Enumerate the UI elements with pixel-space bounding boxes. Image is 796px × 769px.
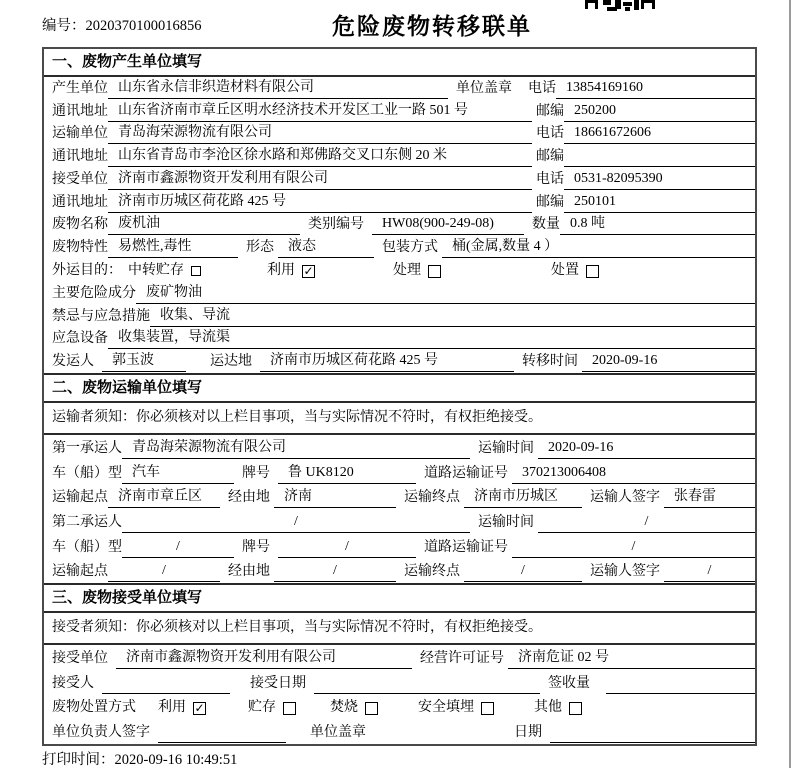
unit-label: 接受单位 xyxy=(52,650,108,666)
disposal-option-other xyxy=(534,698,582,718)
date2-field xyxy=(550,742,755,743)
checkbox-label: 处置 xyxy=(551,263,579,279)
zip2-label: 邮编 xyxy=(536,149,564,165)
producer-field: 山东省永信非织造材料有限公司 xyxy=(108,78,448,99)
plate1-label: 牌号 xyxy=(242,465,270,481)
trait-label: 废物特性 xyxy=(52,240,108,256)
producer-row xyxy=(44,77,755,100)
plate2-field: / xyxy=(278,537,416,558)
checkbox-label: 安全填埋 xyxy=(418,700,474,716)
head-sign-field xyxy=(158,742,286,743)
sign2-field: / xyxy=(664,561,755,582)
via2-field: / xyxy=(274,561,396,582)
checkbox-icon xyxy=(586,265,599,278)
time1-label: 运输时间 xyxy=(478,440,534,456)
via1-field: 济南 xyxy=(274,487,396,508)
origin1-label: 运输起点 xyxy=(52,490,108,506)
license-field: 济南危证 02 号 xyxy=(508,648,755,669)
head-sign-row xyxy=(44,719,755,744)
waste-name-row xyxy=(44,214,755,237)
section3-heading: 三、废物接受单位填写 xyxy=(44,583,755,613)
accept-receiver-field xyxy=(102,693,230,694)
serial-value: 2020370100016856 xyxy=(85,18,202,34)
vehicle1-field: 汽车 xyxy=(122,463,234,484)
equipment-row xyxy=(44,328,755,351)
category-label: 类别编号 xyxy=(308,217,364,233)
cert2-label: 道路运输证号 xyxy=(424,539,508,555)
accept-unit-row xyxy=(44,645,755,670)
cert1-field: 370213006408 xyxy=(512,463,755,484)
checkbox-icon xyxy=(365,702,378,715)
amount-field xyxy=(606,693,755,694)
zip3-label: 邮编 xyxy=(536,194,564,210)
dest-field: 济南市历城区荷花路 425 号 xyxy=(260,351,514,372)
checkbox-label: 利用 xyxy=(158,700,186,716)
vehicle2-label: 车（船）型 xyxy=(52,539,122,555)
checkbox-icon: ✓ xyxy=(303,263,314,278)
disposal-label: 废物处置方式 xyxy=(52,700,136,716)
taboo-label: 禁忌与应急措施 xyxy=(52,308,150,324)
disposal-option-incinerate xyxy=(330,698,378,718)
time1-field: 2020-09-16 xyxy=(538,438,755,459)
waste-trait-row xyxy=(44,236,755,259)
transporter-field: 青岛海荣源物流有限公司 xyxy=(108,123,532,144)
purpose-option-treat xyxy=(393,261,441,281)
via2-label: 经由地 xyxy=(228,564,270,580)
vehicle1-row xyxy=(44,460,755,485)
address3-label: 通讯地址 xyxy=(52,194,108,210)
receiver-address-row xyxy=(44,191,755,214)
producer-address-row xyxy=(44,100,755,123)
hazard-label: 主要危险成分 xyxy=(52,285,136,301)
serial-label: 编号： xyxy=(42,18,86,34)
route1-row xyxy=(44,485,755,510)
taboo-row xyxy=(44,305,755,328)
carrier1-label: 第一承运人 xyxy=(52,440,122,456)
purpose-option-transfer-storage xyxy=(128,261,201,281)
head-sign-label: 单位负责人签字 xyxy=(52,724,150,740)
checkbox-icon xyxy=(283,702,296,715)
shipper-field: 郭玉波 xyxy=(102,351,186,372)
disposal-option-store xyxy=(248,698,296,718)
carrier1-field: 青岛海荣源物流有限公司 xyxy=(122,438,470,459)
document-header xyxy=(42,8,757,42)
carrier1-row xyxy=(44,435,755,460)
producer-label: 产生单位 xyxy=(52,80,108,96)
amount-label: 签收量 xyxy=(548,675,590,691)
form-label: 形态 xyxy=(246,240,274,256)
license-label: 经营许可证号 xyxy=(420,650,504,666)
checkbox-label: 处理 xyxy=(393,263,421,279)
checkbox-icon xyxy=(428,265,441,278)
disposal-row xyxy=(44,695,755,720)
accept-person-row xyxy=(44,670,755,695)
category-field: HW08(900-249-08) xyxy=(372,214,524,235)
checkbox-label: 其他 xyxy=(534,700,562,716)
phone3-label: 电话 xyxy=(536,171,564,187)
cert1-label: 道路运输证号 xyxy=(424,465,508,481)
route2-row xyxy=(44,559,755,584)
transfer-time-field: 2020-09-16 xyxy=(582,351,755,372)
sign1-label: 运输人签字 xyxy=(590,490,660,506)
packing-label: 包装方式 xyxy=(382,240,438,256)
origin2-label: 运输起点 xyxy=(52,564,108,580)
phone2-label: 电话 xyxy=(536,126,564,142)
form-field: 液态 xyxy=(278,237,374,258)
unit-seal-label: 单位盖章 xyxy=(310,724,366,740)
section3-notice: 接受者须知：你必须核对以上栏目事项，当与实际情况不符时，有权拒绝接受。 xyxy=(44,613,755,645)
section2-heading: 二、废物运输单位填写 xyxy=(44,373,755,403)
origin1-field: 济南市章丘区 xyxy=(108,487,220,508)
trait-field: 易燃性,毒性 xyxy=(108,237,238,258)
cert2-field: / xyxy=(512,537,755,558)
receiver-row xyxy=(44,168,755,191)
phone1-field: 13854169160 xyxy=(556,78,755,99)
quantity-label: 数量 xyxy=(532,217,560,233)
phone1-label: 电话 xyxy=(528,80,556,96)
section1-heading: 一、废物产生单位填写 xyxy=(44,49,755,77)
transporter-address-row xyxy=(44,145,755,168)
purpose-label: 外运目的： xyxy=(52,263,122,279)
end1-field: 济南市历城区 xyxy=(464,487,582,508)
transporter-label: 运输单位 xyxy=(52,126,108,142)
address1-field: 山东省济南市章丘区明水经济技术开发区工业一路 501 号 xyxy=(108,101,532,122)
zip2-field xyxy=(564,166,755,167)
shipper-row xyxy=(44,350,755,373)
checkbox-icon xyxy=(481,702,494,715)
taboo-field: 收集、导流 xyxy=(150,306,755,327)
plate2-label: 牌号 xyxy=(242,539,270,555)
via1-label: 经由地 xyxy=(228,490,270,506)
end2-label: 运输终点 xyxy=(404,564,460,580)
print-time-value: 2020-09-16 10:49:51 xyxy=(114,752,238,768)
packing-field: 桶(金属,数量 4 ） xyxy=(442,237,755,258)
purpose-option-dispose xyxy=(551,261,599,281)
vehicle2-field: / xyxy=(122,537,234,558)
vehicle1-label: 车（船）型 xyxy=(52,465,122,481)
phone2-field: 18661672606 xyxy=(564,123,755,144)
carrier2-label: 第二承运人 xyxy=(52,514,122,530)
time2-label: 运输时间 xyxy=(478,514,534,530)
accept-date-label: 接受日期 xyxy=(250,675,306,691)
date2-label: 日期 xyxy=(514,724,542,740)
hazard-field: 废矿物油 xyxy=(136,283,755,304)
shipper-label: 发运人 xyxy=(52,354,94,370)
checkbox-label: 焚烧 xyxy=(330,700,358,716)
manifest-form xyxy=(42,47,757,746)
checkbox-label: 中转贮存 xyxy=(128,263,184,279)
waste-name-label: 废物名称 xyxy=(52,217,108,233)
unit-field: 济南市鑫源物资开发利用有限公司 xyxy=(116,648,412,669)
print-time xyxy=(42,748,237,769)
checkbox-icon: ✓ xyxy=(194,700,205,715)
vehicle2-row xyxy=(44,534,755,559)
qr-code-fragment-icon xyxy=(585,0,655,11)
transfer-time-label: 转移时间 xyxy=(522,354,578,370)
checkbox-icon xyxy=(569,702,582,715)
sign2-label: 运输人签字 xyxy=(590,564,660,580)
quantity-field: 0.8 吨 xyxy=(560,214,755,235)
equip-field: 收集装置，导流渠 xyxy=(108,328,755,349)
receiver-label: 接受单位 xyxy=(52,171,108,187)
print-time-label: 打印时间： xyxy=(42,752,115,768)
dest-label: 运达地 xyxy=(210,354,252,370)
receiver-field: 济南市鑫源物资开发利用有限公司 xyxy=(108,169,532,190)
accept-date-field xyxy=(314,693,540,694)
purpose-option-utilize xyxy=(267,261,315,281)
transporter-row xyxy=(44,123,755,146)
accept-receiver-label: 接受人 xyxy=(52,675,94,691)
time2-field: / xyxy=(538,512,755,533)
zip1-field: 250200 xyxy=(564,101,755,122)
seal-label: 单位盖章 xyxy=(456,80,512,96)
sign1-field: 张春雷 xyxy=(664,487,755,508)
zip1-label: 邮编 xyxy=(536,103,564,119)
page-title: 危险废物转移联单 xyxy=(332,14,532,39)
address2-field: 山东省青岛市李沧区徐水路和郑佛路交叉口东侧 20 米 xyxy=(108,146,532,167)
address3-field: 济南市历城区荷花路 425 号 xyxy=(108,192,532,213)
waste-name-field: 废机油 xyxy=(108,214,300,235)
address1-label: 通讯地址 xyxy=(52,103,108,119)
disposal-option-utilize xyxy=(158,698,206,718)
checkbox-label: 贮存 xyxy=(248,700,276,716)
page-right-edge xyxy=(789,0,791,768)
purpose-row xyxy=(44,259,755,282)
disposal-option-landfill xyxy=(418,698,494,718)
serial-number xyxy=(42,14,202,35)
carrier2-row xyxy=(44,509,755,534)
phone3-field: 0531-82095390 xyxy=(564,169,755,190)
origin2-field: / xyxy=(108,561,220,582)
checkbox-label: 利用 xyxy=(267,263,295,279)
carrier2-field: / xyxy=(122,512,470,533)
end2-field: / xyxy=(464,561,582,582)
section2-notice: 运输者须知：你必须核对以上栏目事项，当与实际情况不符时，有权拒绝接受。 xyxy=(44,403,755,435)
zip3-field: 250101 xyxy=(564,192,755,213)
checkbox-icon xyxy=(191,266,201,276)
hazard-row xyxy=(44,282,755,305)
equip-label: 应急设备 xyxy=(52,331,108,347)
address2-label: 通讯地址 xyxy=(52,149,108,165)
plate1-field: 鲁 UK8120 xyxy=(278,463,416,484)
end1-label: 运输终点 xyxy=(404,490,460,506)
